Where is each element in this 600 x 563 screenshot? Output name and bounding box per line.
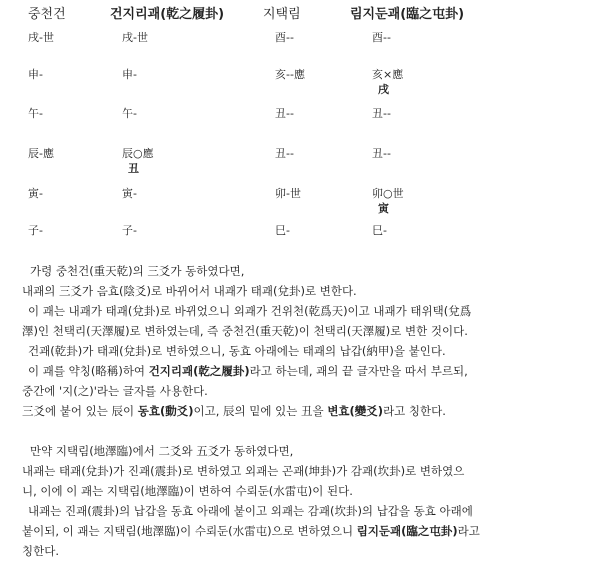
line-cell: 戌-世 bbox=[122, 31, 148, 44]
paragraph-line: 내괘의 三爻가 음효(陰爻)로 바뀌어서 내괘가 태괘(兌卦)로 변한다. bbox=[22, 284, 357, 298]
paragraph-text: 이고, 辰의 밑에 있는 丑을 bbox=[193, 404, 328, 418]
paragraph-text: 이 괘를 약칭(略稱)하여 bbox=[28, 364, 149, 378]
paragraph-text: 라고 bbox=[457, 524, 480, 538]
paragraph-text: 라고 하는데, 괘의 끝 글자만을 따서 부르되, bbox=[249, 364, 468, 378]
changed-line-cell: 寅 bbox=[378, 202, 389, 215]
line-cell: 巳- bbox=[275, 224, 290, 237]
header-rimjidungwae: 림지둔괘(臨之屯卦) bbox=[350, 7, 465, 22]
line-cell: 午- bbox=[28, 107, 43, 120]
moving-line-cell: 卯○世 bbox=[372, 187, 404, 200]
paragraph-line: 건괘(乾卦)가 태괘(兌卦)로 변하였으니, 동효 아래에는 태괘의 납갑(納甲)을 붙인다. bbox=[28, 344, 446, 358]
line-cell: 巳- bbox=[372, 224, 387, 237]
changed-line-cell: 丑 bbox=[128, 162, 139, 175]
paragraph-text: 붙이되, 이 괘는 지택림(地澤臨)이 수뢰둔(水雷屯)으로 변하였으니 bbox=[22, 524, 357, 538]
paragraph-line: 니, 이에 이 괘는 지택림(地澤臨)이 변하여 수뢰둔(水雷屯)이 된다. bbox=[22, 484, 353, 498]
line-cell: 亥--應 bbox=[275, 68, 305, 81]
term-geonjirigwae: 건지리괘(乾之履卦) bbox=[148, 364, 250, 378]
line-cell: 戌-世 bbox=[28, 31, 54, 44]
paragraph-line bbox=[28, 366, 588, 378]
paragraph-line bbox=[22, 406, 582, 418]
line-cell: 辰-應 bbox=[28, 147, 54, 160]
term-byeonhyo: 변효(變爻) bbox=[327, 404, 384, 418]
paragraph-line: 칭한다. bbox=[22, 544, 59, 558]
moving-line-cell: 亥×應 bbox=[372, 68, 404, 81]
paragraph-line: 내괘는 진괘(震卦)의 납갑을 동효 아래에 붙이고 외괘는 감괘(坎卦)의 납갑을 동효 아래에 bbox=[28, 504, 473, 518]
header-jitaengnim: 지택림 bbox=[263, 7, 301, 22]
paragraph-line: 내괘는 태괘(兌卦)가 진괘(震卦)로 변하였고 외괘는 곤괘(坤卦)가 감괘(坎卦)로 변하였으 bbox=[22, 464, 465, 478]
line-cell: 丑-- bbox=[372, 147, 391, 160]
line-cell: 子- bbox=[28, 224, 43, 237]
line-cell: 酉-- bbox=[372, 31, 391, 44]
line-cell: 丑-- bbox=[275, 147, 294, 160]
moving-line-cell: 辰○應 bbox=[122, 147, 154, 160]
changed-line-cell: 戌 bbox=[378, 83, 389, 96]
line-cell: 子- bbox=[122, 224, 137, 237]
term-rimjidungwae: 림지둔괘(臨之屯卦) bbox=[356, 524, 458, 538]
line-cell: 酉-- bbox=[275, 31, 294, 44]
header-jungcheongeon: 중천건 bbox=[28, 7, 66, 22]
line-cell: 寅- bbox=[28, 187, 43, 200]
line-cell: 丑-- bbox=[275, 107, 294, 120]
line-cell: 申- bbox=[28, 68, 43, 81]
paragraph-text: 라고 칭한다. bbox=[383, 404, 446, 418]
line-cell: 丑-- bbox=[372, 107, 391, 120]
paragraph-line: 만약 지택림(地澤臨)에서 二爻와 五爻가 동하였다면, bbox=[30, 444, 294, 458]
line-cell: 卯-世 bbox=[275, 187, 301, 200]
paragraph-line: 중간에 '지(之)'라는 글자를 사용한다. bbox=[22, 384, 208, 398]
line-cell: 寅- bbox=[122, 187, 137, 200]
line-cell: 申- bbox=[122, 68, 137, 81]
paragraph-line bbox=[22, 526, 582, 538]
paragraph-line: 가령 중천건(重天乾)의 三爻가 동하였다면, bbox=[30, 264, 245, 278]
term-donghyo: 동효(動爻) bbox=[137, 404, 194, 418]
paragraph-text: 三爻에 붙어 있는 辰이 bbox=[22, 404, 138, 418]
paragraph-line: 이 괘는 내괘가 태괘(兌卦)로 바뀌었으니 외괘가 건위천(乾爲天)이고 내괘가 태위택(兌爲 bbox=[28, 304, 472, 318]
header-geonjirigwae: 건지리괘(乾之履卦) bbox=[110, 7, 225, 22]
paragraph-line: 澤)인 천택리(天澤履)로 변하였는데, 즉 중천건(重天乾)이 천택리(天澤履)로 변한 것이다. bbox=[22, 324, 468, 338]
line-cell: 午- bbox=[122, 107, 137, 120]
